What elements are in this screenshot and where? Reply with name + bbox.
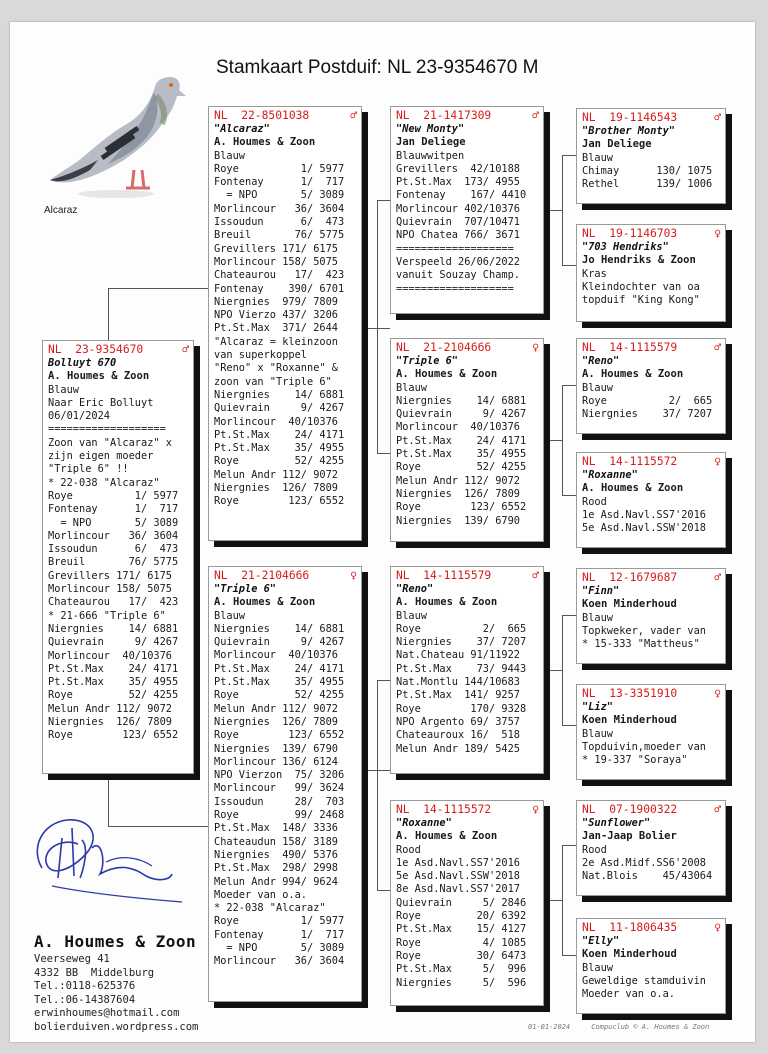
- card-header: [396, 341, 539, 355]
- result-line: Pt.St.Max 173/ 4955: [396, 176, 520, 189]
- address-line: 4332 BB Middelburg: [34, 966, 155, 979]
- card-header: [582, 803, 721, 817]
- result-line: Blauw: [48, 383, 79, 396]
- result-line: Niergnies 126/ 7809: [48, 716, 172, 729]
- result-line: Blauw: [582, 151, 613, 164]
- result-line: Pt.St.Max 35/ 4955: [396, 448, 527, 461]
- result-line: Pt.St.Max 141/ 9257: [396, 689, 520, 702]
- result-line: 1e Asd.Navl.SS7'2016: [582, 508, 706, 521]
- result-line: Niergnies 126/ 7809: [396, 487, 520, 500]
- connector-line: [544, 670, 562, 671]
- owner-name: Koen Minderhoud: [582, 598, 677, 611]
- ring-number: NL 23-9354670: [48, 343, 144, 356]
- connector-line: [562, 845, 563, 955]
- result-line: Roye 123/ 6552: [396, 501, 527, 514]
- result-line: 5e Asd.Navl.SSW'2018: [582, 522, 706, 535]
- result-line: Nat.Chateau 91/11922: [396, 649, 520, 662]
- result-line: Pt.St.Max 24/ 4171: [48, 662, 179, 675]
- male-symbol-icon: ♂: [182, 343, 189, 356]
- pigeon-name: "Triple 6": [214, 583, 276, 595]
- female-symbol-icon: ♀: [532, 341, 539, 354]
- owner-name: Jan Deliege: [396, 136, 466, 149]
- card-header: [582, 111, 721, 125]
- result-line: Niergnies 5/ 596: [396, 976, 527, 989]
- pigeon-name: "Reno": [396, 583, 434, 595]
- card-header: [582, 571, 721, 585]
- male-symbol-icon: ♂: [714, 111, 721, 124]
- owner-name: A. Houmes & Zoon: [396, 368, 498, 381]
- result-line: Niergnies 126/ 7809: [214, 715, 338, 728]
- result-line: Blauw: [582, 727, 613, 740]
- result-line: Fontenay 390/ 6701: [214, 282, 345, 295]
- result-line: Quievrain 9/ 4267: [48, 636, 179, 649]
- result-line: Nat.Montlu 144/10683: [396, 676, 520, 689]
- result-line: Quievrain 9/ 4267: [214, 402, 345, 415]
- owner-name: Jan-Jaap Bolier: [582, 830, 677, 843]
- pigeon-card-dam-sire: [390, 566, 544, 774]
- pigeon-name: Bolluyt 670: [48, 357, 117, 369]
- result-line: Breuil 76/ 5775: [48, 556, 179, 569]
- pigeon-name: "Sunflower": [582, 817, 651, 829]
- pigeon-name: "New Monty": [396, 123, 465, 135]
- pigeon-card-dam-dam: [390, 800, 544, 1006]
- result-line: 5e Asd.Navl.SSW'2018: [396, 870, 520, 883]
- ring-number: NL 19-1146543: [582, 111, 678, 124]
- result-line: Niergnies 37/ 7207: [582, 408, 713, 421]
- result-line: Niergnies 139/ 6790: [214, 742, 338, 755]
- pigeon-card-dam: [208, 566, 362, 1002]
- pigeon-card-sire-sire: [390, 106, 544, 314]
- breeder-name: A. Houmes & Zoon: [34, 932, 197, 951]
- pigeon-card-ssd: [576, 224, 726, 322]
- connector-line: [562, 615, 563, 725]
- pigeon-card-dss: [576, 568, 726, 664]
- result-line: Morlincour 136/ 6124: [214, 755, 338, 768]
- result-line: NPO Chatea 766/ 3671: [396, 229, 520, 242]
- card-header: [214, 569, 357, 583]
- result-line: Issoudun 28/ 703: [214, 795, 345, 808]
- result-line: Kras: [582, 267, 607, 280]
- result-line: Blauw: [582, 611, 613, 624]
- result-line: Melun Andr 189/ 5425: [396, 742, 520, 755]
- pigeon-card-ddd: [576, 918, 726, 1014]
- result-line: Pt.St.Max 35/ 4955: [214, 442, 345, 455]
- result-line: Melun Andr 112/ 9072: [214, 702, 338, 715]
- result-line: = NPO 5/ 3089: [214, 189, 345, 202]
- result-line: Nat.Blois 45/43064: [582, 870, 713, 883]
- result-line: vanuit Souzay Champ.: [396, 269, 520, 282]
- connector-line: [562, 155, 563, 265]
- connector-line: [562, 385, 563, 495]
- result-line: Pt.St.Max 35/ 4955: [48, 676, 179, 689]
- result-line: Blauwwitpen: [396, 149, 465, 162]
- result-line: Rood: [582, 495, 607, 508]
- result-line: Roye 52/ 4255: [214, 455, 345, 468]
- owner-name: Koen Minderhoud: [582, 948, 677, 961]
- result-line: Pt.St.Max 73/ 9443: [396, 662, 527, 675]
- result-line: Geweldige stamduivin: [582, 974, 706, 987]
- ring-number: NL 14-1115572: [396, 803, 492, 816]
- result-line: Pt.St.Max 15/ 4127: [396, 923, 527, 936]
- result-line: Roye 99/ 2468: [214, 809, 345, 822]
- result-line: Roye 2/ 665: [582, 394, 713, 407]
- card-header: [582, 687, 721, 701]
- result-line: Blauw: [582, 961, 613, 974]
- result-line: Rood: [582, 843, 607, 856]
- pigeon-name: "Roxanne": [396, 817, 452, 829]
- result-line: Rood: [396, 843, 421, 856]
- result-line: Fontenay 1/ 717: [48, 503, 179, 516]
- result-line: Zoon van "Alcaraz" x: [48, 436, 172, 449]
- result-line: Melun Andr 994/ 9624: [214, 875, 338, 888]
- connector-line: [377, 200, 378, 453]
- card-header: [582, 455, 721, 469]
- result-line: Blauw: [396, 381, 427, 394]
- connector-line: [562, 845, 576, 846]
- page-title: Stamkaart Postduif: NL 23-9354670 M: [216, 57, 539, 78]
- pigeon-name: "Elly": [582, 935, 620, 947]
- pigeon-name: "703 Hendriks": [582, 241, 669, 253]
- pigeon-card-sire: [208, 106, 362, 541]
- result-line: Blauw: [214, 609, 245, 622]
- result-line: Morlincour 36/ 3604: [214, 955, 345, 968]
- footer-credit: 01-01-2024 Compuclub © A. Houmes & Zoon: [528, 1023, 710, 1031]
- result-line: NPO Vierzon 75/ 3206: [214, 769, 345, 782]
- result-line: Roye 123/ 6552: [214, 729, 345, 742]
- result-line: Niergnies 14/ 6881: [214, 622, 345, 635]
- female-symbol-icon: ♀: [532, 803, 539, 816]
- pigeon-card-sss: [576, 108, 726, 204]
- result-line: Pt.St.Max 298/ 2998: [214, 862, 338, 875]
- result-line: Roye 123/ 6552: [214, 495, 345, 508]
- result-line: Quievrain 5/ 2846: [396, 896, 527, 909]
- result-line: Morlincour 402/10376: [396, 202, 520, 215]
- male-symbol-icon: ♂: [714, 341, 721, 354]
- ring-number: NL 22-8501038: [214, 109, 310, 122]
- result-line: Niergnies 37/ 7207: [396, 636, 527, 649]
- result-line: NPO Vierzo 437/ 3206: [214, 309, 338, 322]
- result-line: Pt.St.Max 5/ 996: [396, 963, 527, 976]
- result-line: * 22-038 "Alcaraz": [214, 902, 326, 915]
- result-line: van superkoppel: [214, 349, 307, 362]
- pigeon-card-sds: [576, 338, 726, 434]
- result-line: Breuil 76/ 5775: [214, 229, 345, 242]
- card-header: [582, 921, 721, 935]
- pigeon-card-sdd: [576, 452, 726, 548]
- male-symbol-icon: ♂: [714, 571, 721, 584]
- result-line: Pt.St.Max 35/ 4955: [214, 676, 345, 689]
- result-line: ===================: [396, 282, 514, 295]
- result-line: 2e Asd.Midf.SS6'2008: [582, 856, 706, 869]
- ring-number: NL 21-2104666: [214, 569, 310, 582]
- result-line: = NPO 5/ 3089: [48, 516, 179, 529]
- result-line: Pt.St.Max 24/ 4171: [214, 428, 345, 441]
- connector-line: [562, 615, 576, 616]
- result-line: Roye 20/ 6392: [396, 910, 527, 923]
- result-line: Roye 1/ 5977: [48, 489, 179, 502]
- result-line: Morlincour 40/10376: [214, 649, 338, 662]
- ring-number: NL 07-1900322: [582, 803, 678, 816]
- pigeon-name: "Roxanne": [582, 469, 638, 481]
- result-line: Roye 2/ 665: [396, 622, 527, 635]
- card-header: [582, 341, 721, 355]
- result-line: Grevillers 42/10188: [396, 162, 520, 175]
- owner-name: A. Houmes & Zoon: [214, 136, 316, 149]
- result-line: topduif "King Kong": [582, 294, 700, 307]
- connector-line: [377, 890, 391, 891]
- ring-number: NL 14-1115572: [582, 455, 678, 468]
- result-line: Niergnies 139/ 6790: [396, 514, 520, 527]
- connector-line: [377, 200, 391, 201]
- result-line: "Triple 6" !!: [48, 463, 129, 476]
- connector-line: [377, 680, 391, 681]
- pigeon-name: "Liz": [582, 701, 613, 713]
- result-line: 8e Asd.Navl.SS7'2017: [396, 883, 520, 896]
- connector-line: [377, 680, 378, 890]
- connector-line: [562, 495, 576, 496]
- ring-number: NL 12-1679687: [582, 571, 678, 584]
- card-header: [48, 343, 189, 357]
- result-line: Roye 52/ 4255: [214, 689, 345, 702]
- connector-line: [562, 385, 576, 386]
- card-header: [582, 227, 721, 241]
- result-line: Kleindochter van oa: [582, 280, 700, 293]
- result-line: Pt.St.Max 148/ 3336: [214, 822, 338, 835]
- result-line: Issoudun 6/ 473: [48, 543, 179, 556]
- connector-line: [544, 900, 562, 901]
- result-line: Topduivin,moeder van: [582, 740, 706, 753]
- photo-caption: Alcaraz: [44, 205, 78, 216]
- result-line: * 22-038 "Alcaraz": [48, 476, 160, 489]
- result-line: Issoudun 6/ 473: [214, 216, 345, 229]
- male-symbol-icon: ♂: [714, 803, 721, 816]
- ring-number: NL 13-3351910: [582, 687, 678, 700]
- owner-name: A. Houmes & Zoon: [582, 368, 684, 381]
- address-line: erwinhoumes@hotmail.com: [34, 1007, 180, 1020]
- result-line: Naar Eric Bolluyt: [48, 396, 154, 409]
- pigeon-card-dds: [576, 800, 726, 896]
- result-line: 1e Asd.Navl.SS7'2016: [396, 856, 520, 869]
- owner-name: Koen Minderhoud: [582, 714, 677, 727]
- pigeon-name: "Reno": [582, 355, 620, 367]
- result-line: Chateaurou 17/ 423: [214, 269, 345, 282]
- result-line: * 21-666 "Triple 6": [48, 609, 166, 622]
- ring-number: NL 11-1806435: [582, 921, 678, 934]
- owner-name: A. Houmes & Zoon: [214, 596, 316, 609]
- result-line: Morlincour 40/10376: [396, 421, 520, 434]
- result-line: Roye 1/ 5977: [214, 915, 345, 928]
- result-line: Morlincour 36/ 3604: [48, 529, 179, 542]
- ring-number: NL 19-1146703: [582, 227, 678, 240]
- result-line: Grevillers 171/ 6175: [48, 569, 172, 582]
- result-line: Roye 1/ 5977: [214, 162, 345, 175]
- pigeon-card-main: [42, 340, 194, 774]
- result-line: Pt.St.Max 24/ 4171: [214, 662, 345, 675]
- result-line: Chateauroux 16/ 518: [396, 729, 520, 742]
- result-line: Niergnies 14/ 6881: [48, 622, 179, 635]
- female-symbol-icon: ♀: [714, 227, 721, 240]
- result-line: Quievrain 9/ 4267: [396, 408, 527, 421]
- result-line: Grevillers 171/ 6175: [214, 242, 338, 255]
- result-line: Roye 52/ 4255: [396, 461, 527, 474]
- result-line: Roye 52/ 4255: [48, 689, 179, 702]
- result-line: = NPO 5/ 3089: [214, 942, 345, 955]
- result-line: Blauw: [214, 149, 245, 162]
- breeder-address: [34, 953, 198, 1035]
- female-symbol-icon: ♀: [350, 569, 357, 582]
- female-symbol-icon: ♀: [714, 455, 721, 468]
- ring-number: NL 21-1417309: [396, 109, 492, 122]
- connector-line: [544, 210, 562, 211]
- connector-line: [544, 440, 562, 441]
- result-line: Quievrain 9/ 4267: [214, 636, 345, 649]
- result-line: ===================: [396, 242, 514, 255]
- result-line: Chateaurou 17/ 423: [48, 596, 179, 609]
- result-line: Fontenay 167/ 4410: [396, 189, 527, 202]
- female-symbol-icon: ♀: [714, 687, 721, 700]
- result-line: Roye 170/ 9328: [396, 702, 527, 715]
- pigeon-name: "Finn": [582, 585, 620, 597]
- owner-name: A. Houmes & Zoon: [582, 482, 684, 495]
- result-line: Melun Andr 112/ 9072: [214, 468, 338, 481]
- owner-name: A. Houmes & Zoon: [396, 596, 498, 609]
- signature: [22, 808, 192, 908]
- result-line: Moeder van o.a.: [214, 888, 307, 901]
- address-line: Veerseweg 41: [34, 953, 110, 965]
- result-line: * 15-333 "Mattheus": [582, 638, 700, 651]
- result-line: Niergnies 14/ 6881: [396, 394, 527, 407]
- male-symbol-icon: ♂: [350, 109, 357, 122]
- connector-line: [562, 265, 576, 266]
- pigeon-photo: [46, 66, 186, 201]
- address-line: Tel.:0118-625376: [34, 980, 136, 993]
- result-line: NPO Argento 69/ 3757: [396, 715, 520, 728]
- connector-line: [377, 453, 391, 454]
- result-line: Quievrain 707/10471: [396, 216, 520, 229]
- result-line: Chateaudun 158/ 3189: [214, 835, 338, 848]
- card-header: [396, 109, 539, 123]
- pigeon-name: "Alcaraz": [214, 123, 270, 135]
- owner-name: A. Houmes & Zoon: [48, 370, 150, 383]
- connector-line: [562, 725, 576, 726]
- result-line: Niergnies 490/ 5376: [214, 848, 338, 861]
- result-line: Morlincour 36/ 3604: [214, 202, 345, 215]
- result-line: Chimay 130/ 1075: [582, 164, 713, 177]
- result-line: Niergnies 979/ 7809: [214, 295, 338, 308]
- result-line: Niergnies 126/ 7809: [214, 482, 338, 495]
- result-line: Roye 123/ 6552: [48, 729, 179, 742]
- result-line: Roye 4/ 1085: [396, 936, 527, 949]
- ring-number: NL 14-1115579: [582, 341, 678, 354]
- result-line: "Reno" x "Roxanne" &: [214, 362, 338, 375]
- result-line: "Alcaraz = kleinzoon: [214, 335, 338, 348]
- result-line: 06/01/2024: [48, 410, 110, 423]
- male-symbol-icon: ♂: [532, 109, 539, 122]
- result-line: Pt.St.Max 371/ 2644: [214, 322, 338, 335]
- pigeon-card-sire-dam: [390, 338, 544, 542]
- result-line: zoon van "Triple 6": [214, 375, 332, 388]
- result-line: Melun Andr 112/ 9072: [48, 702, 172, 715]
- result-line: Morlincour 40/10376: [214, 415, 338, 428]
- result-line: Morlincour 40/10376: [48, 649, 172, 662]
- result-line: Melun Andr 112/ 9072: [396, 474, 520, 487]
- owner-name: Jo Hendriks & Zoon: [582, 254, 696, 267]
- female-symbol-icon: ♀: [714, 921, 721, 934]
- address-line: Tel.:06-14387604: [34, 993, 136, 1006]
- result-line: Fontenay 1/ 717: [214, 928, 345, 941]
- card-header: [214, 109, 357, 123]
- result-line: Morlincour 158/ 5075: [214, 255, 338, 268]
- result-line: Pt.St.Max 24/ 4171: [396, 434, 527, 447]
- result-line: Blauw: [582, 381, 613, 394]
- address-line: bolierduiven.wordpress.com: [34, 1020, 199, 1033]
- result-line: Roye 30/ 6473: [396, 949, 527, 962]
- result-line: Topkweker, vader van: [582, 624, 706, 637]
- result-line: zijn eigen moeder: [48, 450, 154, 463]
- result-line: Rethel 139/ 1006: [582, 178, 713, 191]
- connector-line: [362, 328, 390, 329]
- result-line: Verspeeld 26/06/2022: [396, 255, 520, 268]
- result-line: Morlincour 99/ 3624: [214, 782, 345, 795]
- connector-line: [108, 288, 109, 340]
- connector-line: [562, 955, 576, 956]
- connector-line: [562, 155, 576, 156]
- ring-number: NL 14-1115579: [396, 569, 492, 582]
- result-line: ===================: [48, 423, 166, 436]
- owner-name: Jan Deliege: [582, 138, 652, 151]
- owner-name: A. Houmes & Zoon: [396, 830, 498, 843]
- pigeon-name: "Triple 6": [396, 355, 458, 367]
- card-header: [396, 569, 539, 583]
- result-line: Niergnies 14/ 6881: [214, 388, 345, 401]
- connector-line: [108, 288, 208, 289]
- result-line: Blauw: [396, 609, 427, 622]
- ring-number: NL 21-2104666: [396, 341, 492, 354]
- result-line: * 19-337 "Soraya": [582, 754, 688, 767]
- pigeon-card-dsd: [576, 684, 726, 780]
- pigeon-name: "Brother Monty": [582, 125, 675, 137]
- result-line: Fontenay 1/ 717: [214, 176, 345, 189]
- result-line: Moeder van o.a.: [582, 988, 675, 1001]
- male-symbol-icon: ♂: [532, 569, 539, 582]
- result-line: Morlincour 158/ 5075: [48, 583, 172, 596]
- card-header: [396, 803, 539, 817]
- connector-line: [362, 770, 390, 771]
